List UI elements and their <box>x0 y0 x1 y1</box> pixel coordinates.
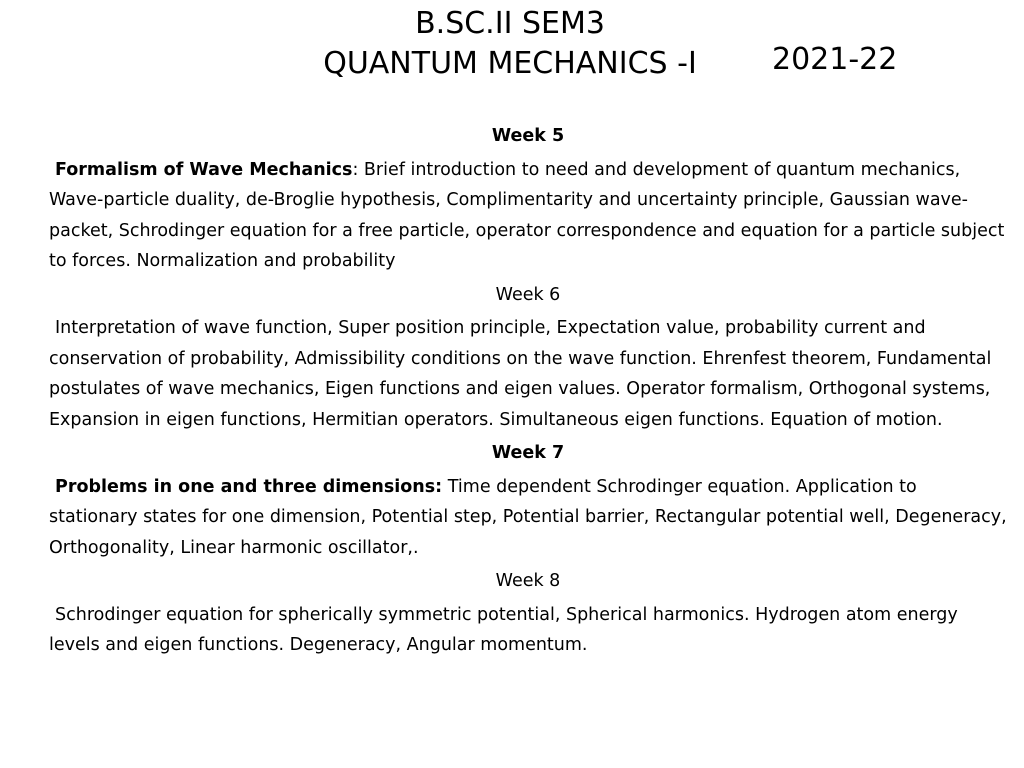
week-6-body: Interpretation of wave function, Super position principle, Expectation value, probability current and conservation of probability, Admissibility conditions on the wave function. Ehrenfest theorem, Fundamental postulates of wave mechanics, Eigen functions and eigen values. Operator formalism, Orthogonal systems, Expansion in eigen functions, Hermitian operators. Simultaneous eigen functions. Equation of motion. <box>49 318 992 430</box>
week-7-topic: Problems in one and three dimensions: <box>55 476 443 497</box>
title-line-course: B.SC.II SEM3 <box>415 6 605 41</box>
week-5-heading: Week 5 <box>491 126 565 146</box>
week-7-paragraph <box>49 472 1007 564</box>
week-8-body: Schrodinger equation for spherically symmetric potential, Spherical harmonics. Hydrogen atom energy levels and eigen functions. Degeneracy, Angular momentum. <box>49 604 958 655</box>
week-8-heading: Week 8 <box>495 571 561 591</box>
week-6-paragraph <box>49 313 1007 435</box>
syllabus-content <box>49 118 1007 661</box>
week-6-heading: Week 6 <box>495 284 561 305</box>
week-5-topic: Formalism of Wave Mechanics <box>55 159 353 180</box>
title-line-subject: QUANTUM MECHANICS -I <box>323 46 697 81</box>
week-5-paragraph <box>49 155 1007 277</box>
week-7-heading: Week 7 <box>491 443 565 463</box>
week-8-paragraph <box>49 600 1007 661</box>
week-5-body: Brief introduction to need and development of quantum mechanics, Wave-particle duality, de-Broglie hypothesis, Complimentarity and uncertainty principle, Gaussian wave-packet, Schrodinger equation for a free particle, operator correspondence and equation for a particle subject to forces. Normalization and probability <box>49 159 1005 271</box>
week-5-separator: : <box>352 159 364 180</box>
week-7-body: Time dependent Schrodinger equation. Application to stationary states for one dimension, Potential step, Potential barrier, Rectangular potential well, Degeneracy, Orthogonality, Linear harmonic oscillator,. <box>49 476 1007 558</box>
academic-year: 2021-22 <box>772 42 898 77</box>
